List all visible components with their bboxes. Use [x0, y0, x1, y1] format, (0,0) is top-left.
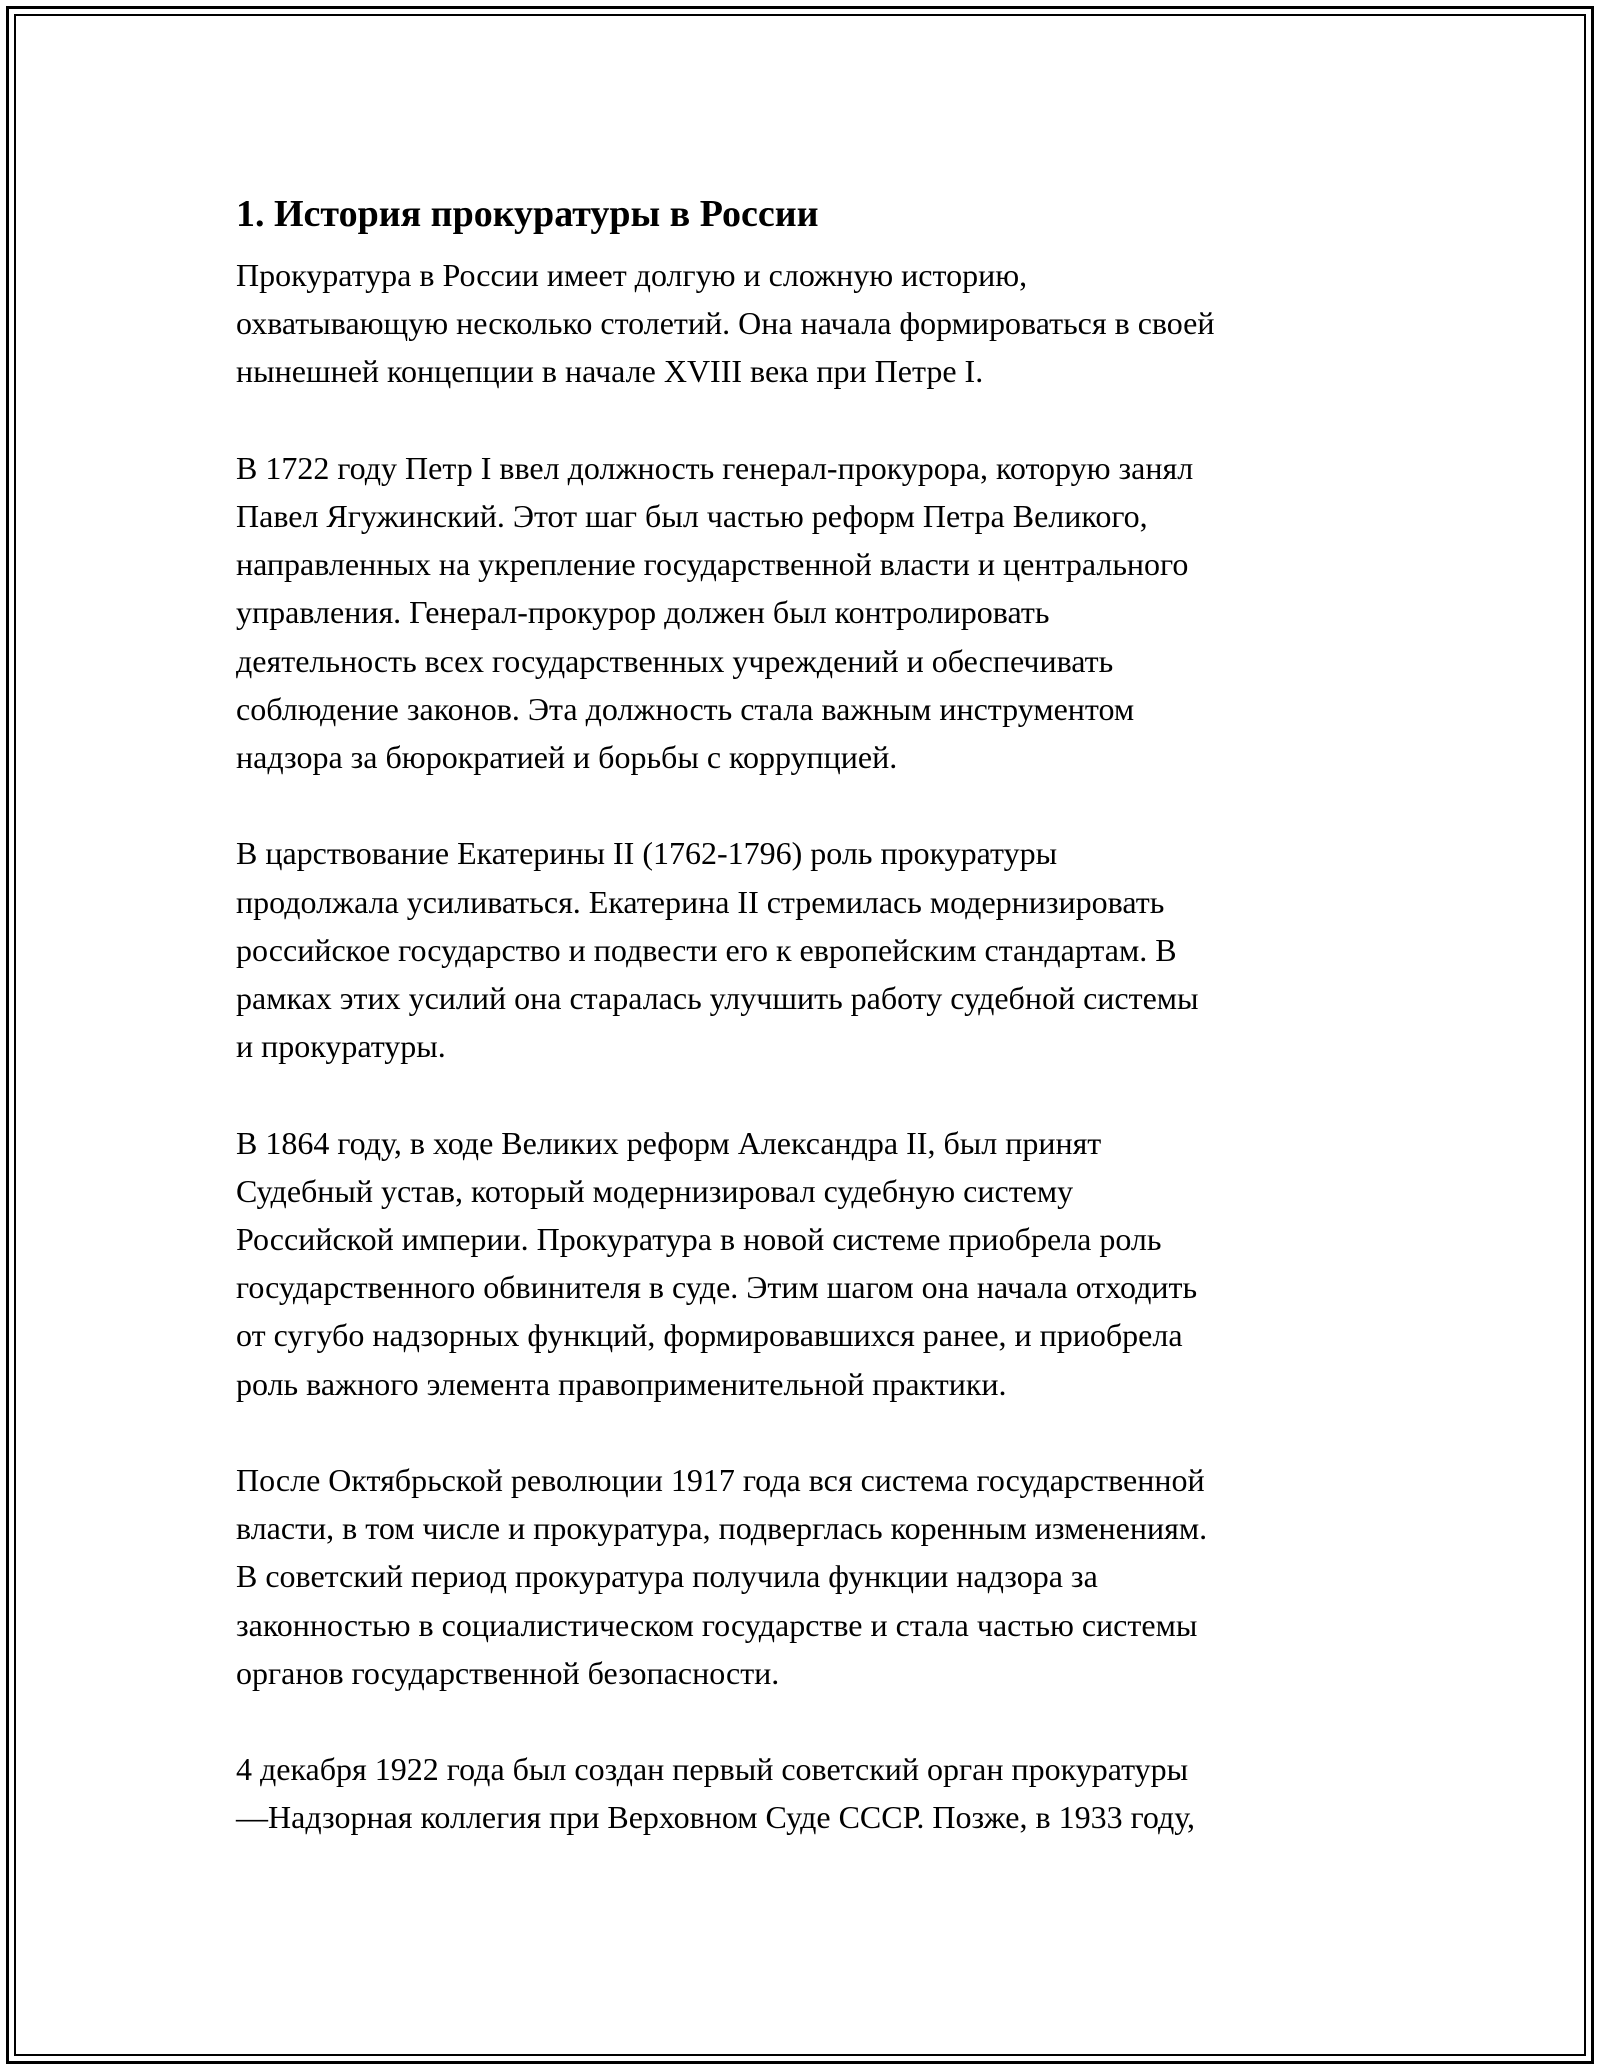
text-line: Судебный устав, который модернизировал судебную систему — [236, 1172, 1074, 1209]
paragraph-1917-revolution — [236, 1456, 1386, 1697]
paragraph-peter-1722 — [236, 444, 1386, 781]
text-line: Прокуратура в России имеет долгую и сложную историю, — [236, 257, 1028, 293]
document-body — [236, 187, 1386, 1890]
text-line: законностью в социалистическом государстве и стала частью системы — [236, 1606, 1198, 1643]
text-line: управления. Генерал-прокурор должен был контролировать — [236, 594, 1050, 631]
text-line: органов государственной безопасности. — [236, 1654, 780, 1691]
text-line: государственного обвинителя в суде. Этим шагом она начала отходить — [236, 1269, 1198, 1306]
text-line: власти, в том числе и прокуратура, подверглась коренным изменениям. — [236, 1510, 1208, 1547]
text-line: Павел Ягужинский. Этот шаг был частью реформ Петра Великого, — [236, 498, 1148, 534]
text-line: рамках этих усилий она старалась улучшить работу судебной системы — [236, 980, 1199, 1017]
text-line: Российской империи. Прокуратура в новой системе приобрела роль — [236, 1221, 1162, 1258]
text-line: —Надзорная коллегия при Верховном Суде СССР. Позже, в 1933 году, — [236, 1799, 1196, 1836]
text-line: направленных на укрепление государственной власти и центрального — [236, 546, 1189, 583]
text-line: соблюдение законов. Эта должность стала важным инструментом — [236, 690, 1135, 727]
text-line: 4 декабря 1922 года был создан первый советский орган прокуратуры — [236, 1751, 1189, 1788]
text-line: В 1722 году Петр I ввел должность генерал-прокурора, которую занял — [236, 449, 1194, 486]
paragraph-catherine — [236, 829, 1386, 1070]
paragraph-1922-collegium — [236, 1745, 1386, 1841]
section-heading: 1. История прокуратуры в России — [236, 193, 819, 235]
text-line: В 1864 году, в ходе Великих реформ Александра II, был принят — [236, 1124, 1102, 1161]
paragraph-1864-reform — [236, 1119, 1386, 1408]
text-line: нынешней концепции в начале XVIII века при Петре I. — [236, 353, 984, 390]
text-line: деятельность всех государственных учреждений и обеспечивать — [236, 642, 1114, 679]
paragraph-intro — [236, 251, 1386, 396]
text-line: надзора за бюрократией и борьбы с коррупцией. — [236, 739, 898, 776]
text-line: роль важного элемента правоприменительной практики. — [236, 1365, 1007, 1402]
text-line: охватывающую несколько столетий. Она начала формироваться в своей — [236, 305, 1215, 342]
text-line: российское государство и подвести его к европейским стандартам. В — [236, 931, 1177, 968]
text-line: продолжала усиливаться. Екатерина II стремилась модернизировать — [236, 883, 1165, 920]
text-line: и прокуратуры. — [236, 1028, 446, 1065]
text-line: После Октябрьской революции 1917 года вся система государственной — [236, 1462, 1205, 1499]
text-line: В советский период прокуратура получила функции надзора за — [236, 1558, 1098, 1595]
text-line: от сугубо надзорных функций, формировавшихся ранее, и приобрела — [236, 1317, 1183, 1354]
text-line: В царствование Екатерины II (1762-1796) роль прокуратуры — [236, 835, 1058, 872]
